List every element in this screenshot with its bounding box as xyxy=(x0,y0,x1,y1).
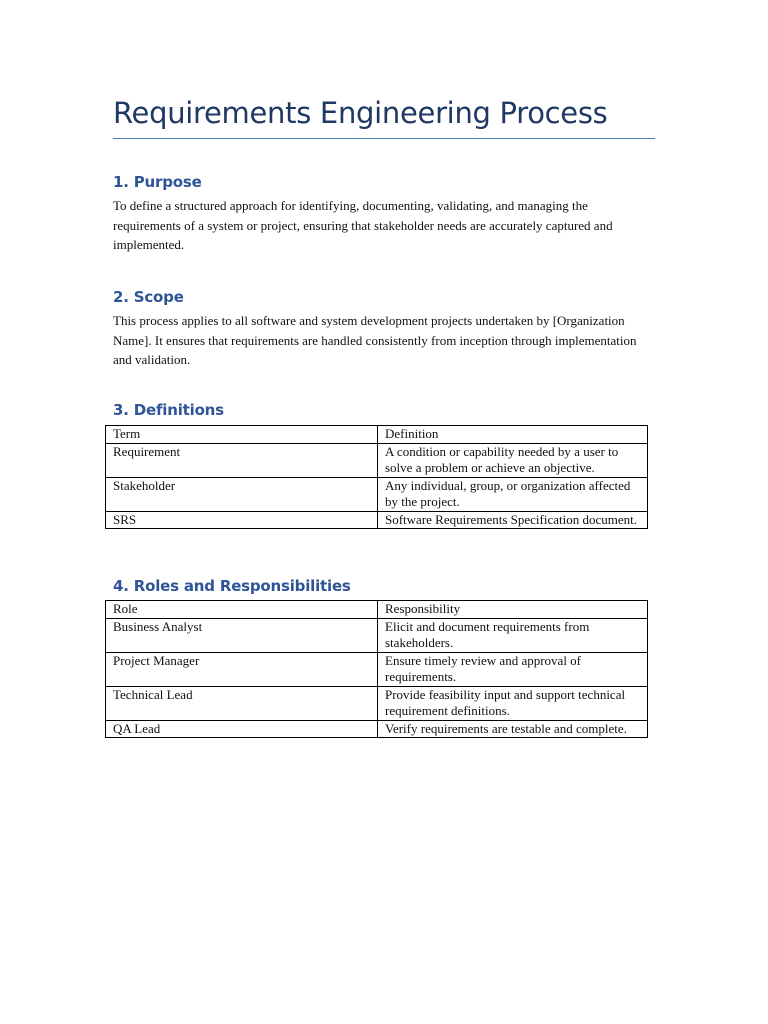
role-cell: Project Manager xyxy=(106,652,378,686)
definition-cell: A condition or capability needed by a user to solve a problem or achieve an objective. xyxy=(378,443,648,477)
column-header-term: Term xyxy=(106,426,378,444)
responsibility-cell: Verify requirements are testable and complete. xyxy=(378,720,648,738)
scope-section xyxy=(113,286,655,370)
roles-heading: 4. Roles and Responsibilities xyxy=(113,577,351,595)
table-header-row xyxy=(106,426,648,444)
purpose-heading: 1. Purpose xyxy=(113,173,202,191)
term-cell: Stakeholder xyxy=(106,477,378,511)
scope-heading: 2. Scope xyxy=(113,288,184,306)
responsibility-cell: Elicit and document requirements from stakeholders. xyxy=(378,618,648,652)
table-header-row xyxy=(106,601,648,619)
definition-cell: Any individual, group, or organization affected by the project. xyxy=(378,477,648,511)
table-row xyxy=(106,686,648,720)
purpose-body: To define a structured approach for identifying, documenting, validating, and managing the requirements of a system or project, ensuring that stakeholder needs are accurately captured and implemented. xyxy=(113,198,613,252)
table-row xyxy=(106,511,648,529)
term-cell: Requirement xyxy=(106,443,378,477)
column-header-role: Role xyxy=(106,601,378,619)
responsibility-cell: Ensure timely review and approval of requirements. xyxy=(378,652,648,686)
roles-table xyxy=(105,600,648,738)
table-row xyxy=(106,618,648,652)
roles-section xyxy=(113,575,655,600)
definition-cell: Software Requirements Specification document. xyxy=(378,511,648,529)
scope-body: This process applies to all software and system development projects undertaken by [Organization Name]. It ensures that requirements are handled consistently from inception through implementation and validation. xyxy=(113,313,637,367)
responsibility-cell: Provide feasibility input and support technical requirement definitions. xyxy=(378,686,648,720)
table-row xyxy=(106,477,648,511)
term-cell: SRS xyxy=(106,511,378,529)
definitions-table xyxy=(105,425,648,529)
role-cell: Business Analyst xyxy=(106,618,378,652)
definitions-heading: 3. Definitions xyxy=(113,401,224,419)
role-cell: QA Lead xyxy=(106,720,378,738)
document-title: Requirements Engineering Process xyxy=(113,93,655,139)
role-cell: Technical Lead xyxy=(106,686,378,720)
purpose-section xyxy=(113,171,655,255)
definitions-section xyxy=(113,399,655,424)
column-header-definition: Definition xyxy=(378,426,648,444)
table-row xyxy=(106,652,648,686)
table-row xyxy=(106,443,648,477)
column-header-responsibility: Responsibility xyxy=(378,601,648,619)
table-row xyxy=(106,720,648,738)
